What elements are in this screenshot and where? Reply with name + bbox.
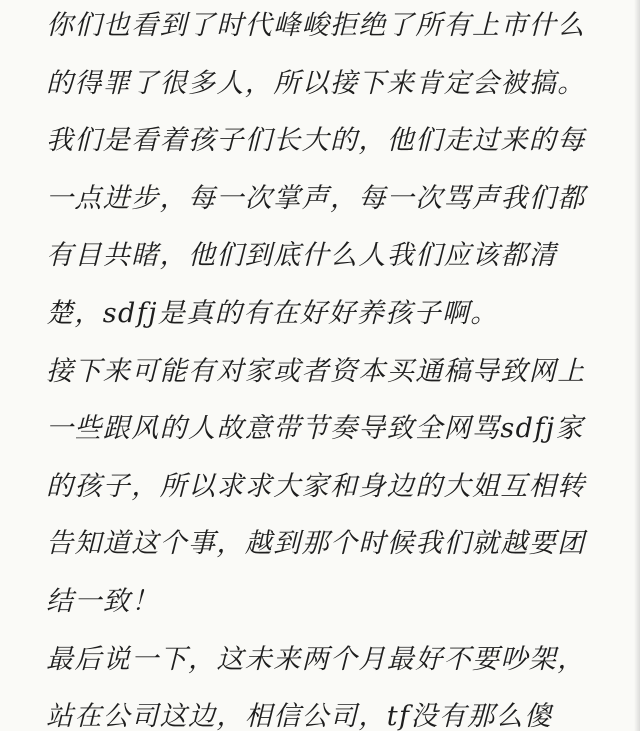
note-line: 有目共睹，他们到底什么人我们应该都清 [46,240,558,272]
note-text [46,2,626,731]
note-line: 最后说一下，这未来两个月最好不要吵架， [46,643,586,675]
note-line: 接下来可能有对家或者资本买通稿导致网上 [46,355,586,387]
page-edge-shadow [634,0,640,731]
note-line: 我们是看着孩子们长大的，他们走过来的每 [46,125,586,157]
note-line: 一些跟风的人故意带节奏导致全网骂sdfj家 [46,413,584,445]
note-line: 你们也看到了时代峰峻拒绝了所有上市什么 [46,10,586,41]
note-line: 告知道这个事，越到那个时候我们就越要团 [46,528,586,560]
note-line: 楚，sdfj是真的有在好好养孩子啊。 [46,297,499,329]
note-line: 一点进步，每一次掌声，每一次骂声我们都 [46,182,586,214]
note-line: 站在公司这边，相信公司，tf没有那么傻 [46,701,553,731]
note-line: 的得罪了很多人，所以接下来肯定会被搞。 [46,67,586,99]
note-line: 的孩子，所以求求大家和身边的大姐互相转 [46,470,586,502]
note-line: 结一致！ [46,585,160,617]
